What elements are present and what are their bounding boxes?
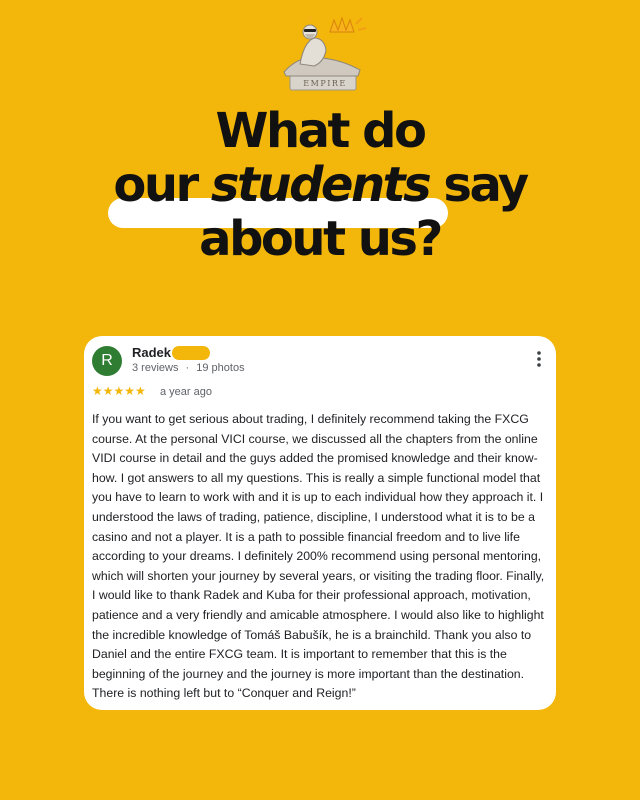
star-rating: ★★★★★ <box>92 384 146 398</box>
reviews-count: 3 reviews <box>132 362 179 374</box>
review-text: If you want to get serious about trading, I definitely recommend taking the FXCG course. At the personal VICI course, we discussed all the chapters from the online VIDI course in detail and the guys added the promised knowledge and their know-how. I got answers to all my questions. This is really a simple functional model that you have to learn to work with and it is up to each individual how they approach it. I understood the laws of trading, patience, discipline, I understood what it is to be a casino and not a player. It is a path to possible financial freedom and to live life according to your dreams. I definitely 200% recommend using personal mentoring, which will shorten your journey by several years, or visiting the trading floor. Finally, I would like to thank Radek and Kuba for their professional approach, motivation, patience and a very friendly and amicable atmosphere. I would also like to highlight the incredible knowledge of Tomáš Babušík, he is a brainchild. Thank you also to Daniel and the entire FXCG team. It is important to remember that this is the beginning of the journey and the journey is more important than the destination. There is nothing left but to “Conquer and Reign!” <box>92 412 545 701</box>
meta-separator: · <box>185 362 190 374</box>
reviewer-meta <box>132 362 245 374</box>
photos-count: 19 photos <box>196 362 245 374</box>
headline-line-3: about us? <box>199 211 441 267</box>
headline-word-say: say <box>429 157 527 213</box>
headline-line-1: What do <box>215 103 425 159</box>
headline-word-students: students <box>210 157 430 213</box>
reviewer-name[interactable]: Radek <box>132 345 172 360</box>
name-redaction-mark <box>172 346 210 360</box>
review-date: a year ago <box>160 386 212 398</box>
more-options-icon[interactable] <box>536 350 542 368</box>
review-card <box>84 336 556 710</box>
logo-wordmark: EMPIRE <box>303 79 347 88</box>
headline-word-our: our <box>113 157 211 213</box>
page-title <box>0 104 640 266</box>
avatar[interactable]: R <box>92 346 122 376</box>
headline-line-2 <box>0 158 640 212</box>
